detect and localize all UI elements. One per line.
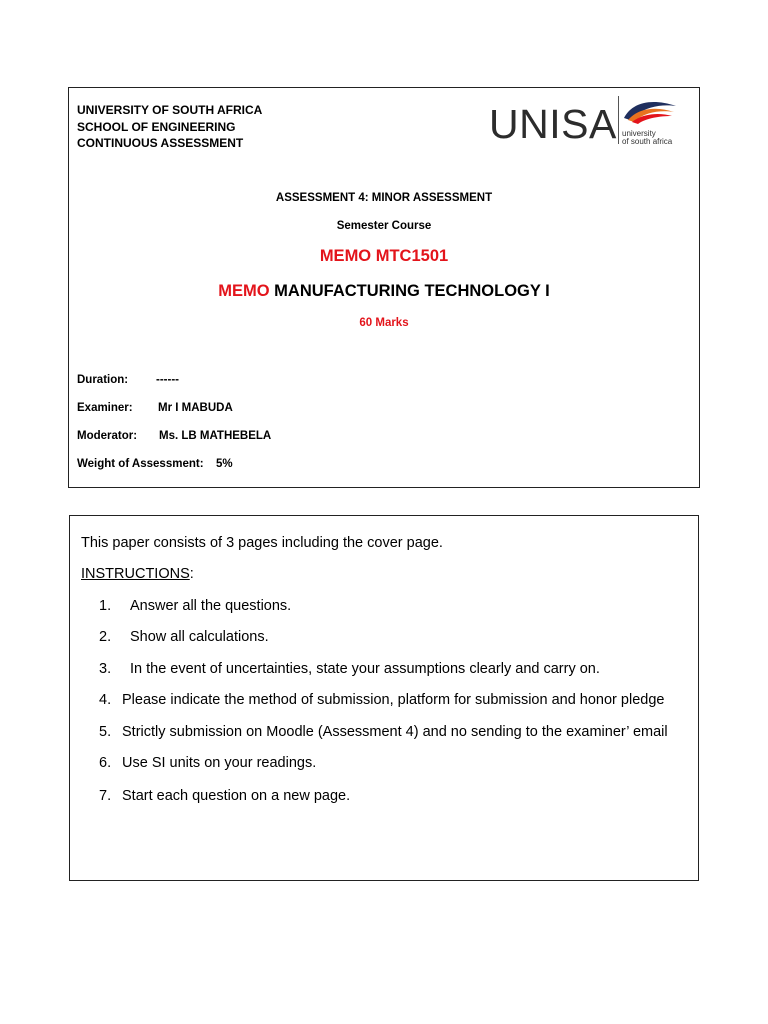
instruction-item <box>99 755 316 771</box>
course-title-name: MANUFACTURING TECHNOLOGY I <box>274 282 550 300</box>
instruction-number: 6. <box>99 755 112 771</box>
instructions-heading-text: INSTRUCTIONS <box>81 566 190 582</box>
instruction-text: Answer all the questions. <box>130 598 292 614</box>
instruction-text: Use SI units on your readings. <box>122 755 317 771</box>
moderator-label: Moderator: <box>77 430 138 442</box>
instruction-item <box>99 629 269 645</box>
instruction-text: In the event of uncertainties, state your assumptions clearly and carry on. <box>130 661 600 677</box>
assessment-type: CONTINUOUS ASSESSMENT <box>77 136 244 150</box>
instruction-item <box>99 661 600 677</box>
instruction-text: Please indicate the method of submission, platform for submission and honor pledge <box>122 692 665 708</box>
instruction-number: 1. <box>99 598 112 614</box>
instruction-number: 5. <box>99 724 112 740</box>
instructions-panel <box>69 515 699 881</box>
instruction-item <box>99 788 350 804</box>
instruction-number: 2. <box>99 629 112 645</box>
instruction-text: Show all calculations. <box>130 629 269 645</box>
instructions-heading-colon: : <box>189 566 194 582</box>
examiner-value: Mr I MABUDA <box>158 402 233 414</box>
total-marks: 60 Marks <box>359 317 409 329</box>
instruction-number: 3. <box>99 661 112 677</box>
logo-wordmark: UNISA <box>489 101 617 147</box>
memo-code: MEMO MTC1501 <box>319 247 449 265</box>
instructions-heading <box>81 566 194 582</box>
instruction-item <box>99 598 291 614</box>
logo-subtitle <box>622 130 672 146</box>
instruction-number: 7. <box>99 788 112 804</box>
unisa-logo <box>489 96 679 146</box>
examiner-row <box>77 402 233 414</box>
logo-sub-line1: university <box>622 129 656 138</box>
paper-info: This paper consists of 3 pages including the cover page. <box>81 535 443 551</box>
instruction-text: Start each question on a new page. <box>122 788 351 804</box>
duration-label: Duration: <box>77 374 129 386</box>
instruction-text: Strictly submission on Moodle (Assessment 4) and no sending to the examiner’ email <box>122 724 668 740</box>
course-title-prefix: MEMO <box>218 282 270 300</box>
duration-value: ------ <box>156 374 179 386</box>
logo-divider <box>618 96 619 144</box>
instruction-item <box>99 724 668 740</box>
logo-flag-icon <box>622 98 678 126</box>
institution-header <box>77 102 262 152</box>
moderator-value: Ms. LB MATHEBELA <box>159 430 272 442</box>
weight-value: 5% <box>216 458 233 470</box>
duration-row <box>77 374 179 386</box>
logo-sub-line2: of south africa <box>622 137 673 146</box>
assessment-title: ASSESSMENT 4: MINOR ASSESSMENT <box>275 192 493 204</box>
weight-row <box>77 458 233 470</box>
semester-course: Semester Course <box>336 220 432 232</box>
course-title <box>69 282 699 301</box>
school-name: SCHOOL OF ENGINEERING <box>77 119 236 134</box>
weight-label: Weight of Assessment: <box>77 458 204 470</box>
university-name: UNIVERSITY OF SOUTH AFRICA <box>77 103 263 117</box>
cover-panel <box>68 87 700 488</box>
instruction-item <box>99 692 664 708</box>
instruction-number: 4. <box>99 692 112 708</box>
examiner-label: Examiner: <box>77 402 133 414</box>
moderator-row <box>77 430 271 442</box>
